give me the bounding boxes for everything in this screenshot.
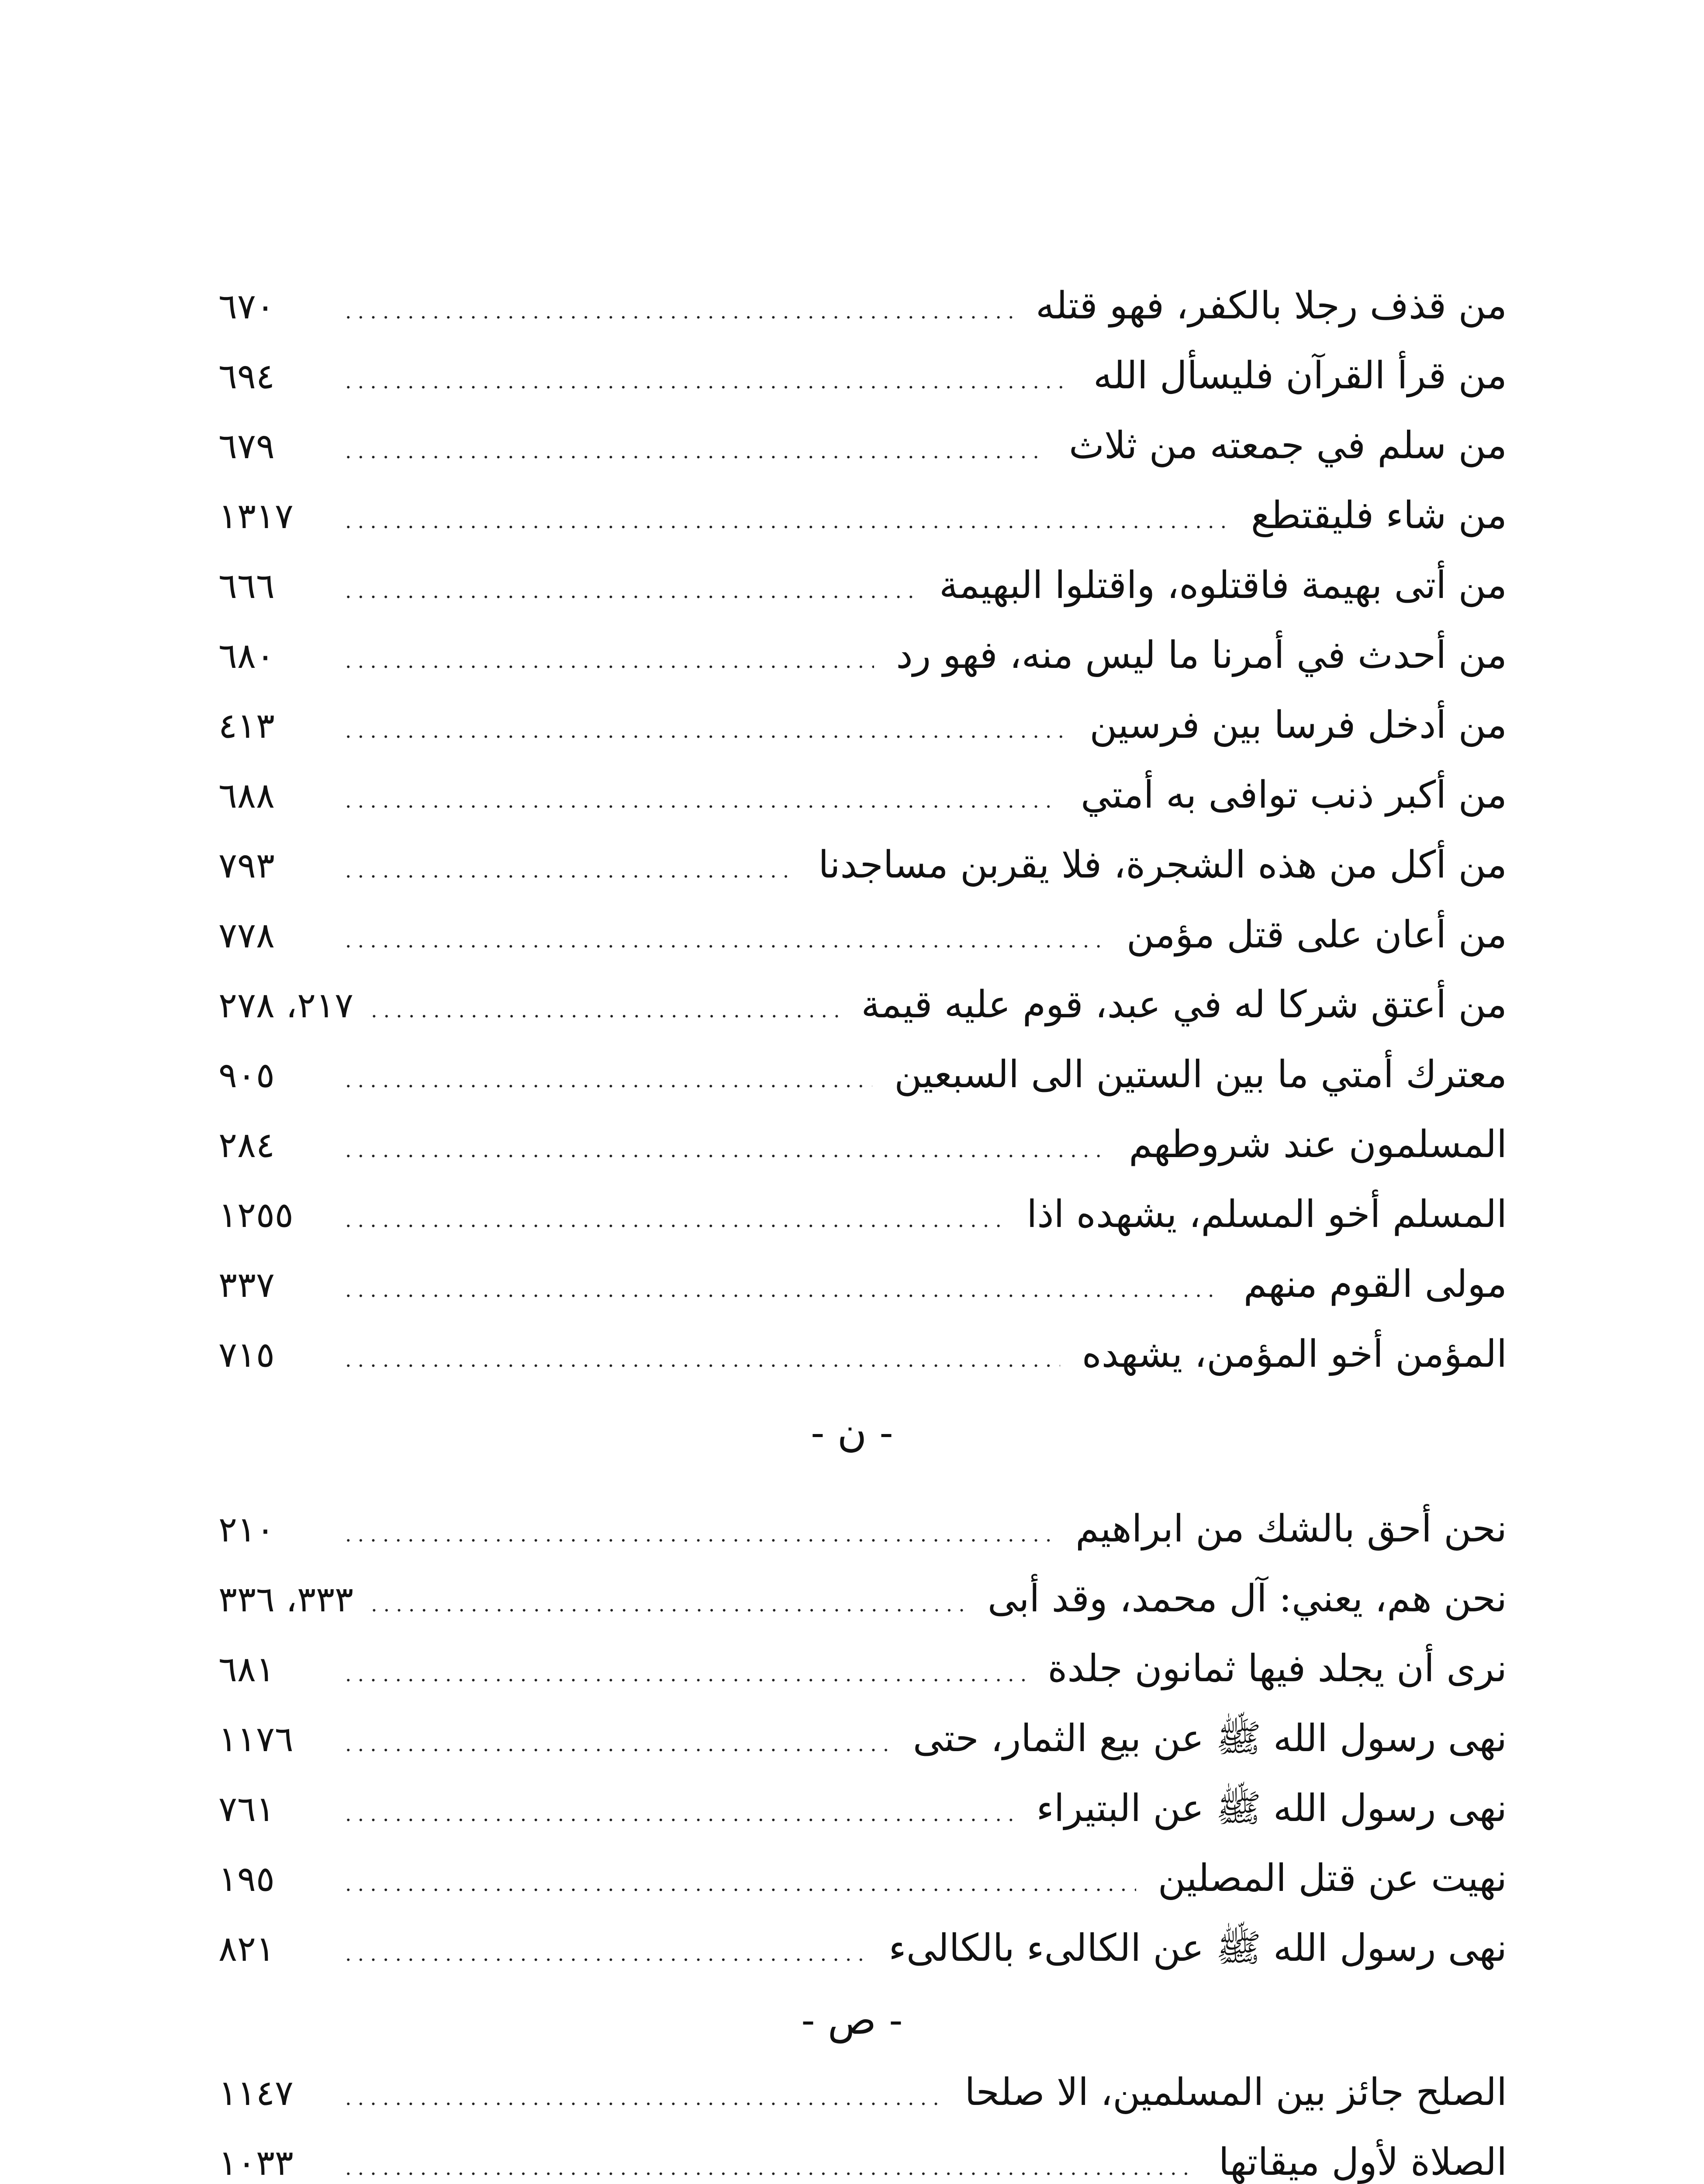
index-entry	[218, 1564, 1507, 1634]
leader-dots	[345, 1919, 867, 1989]
entry-page-number: ١١٤٧	[218, 2073, 294, 2113]
leader-dots	[345, 1325, 1060, 1395]
index-entry	[218, 2127, 1507, 2184]
entry-page-number: ١٩٥	[218, 1859, 275, 1899]
leader-dots	[345, 1045, 872, 1115]
leader-dots	[345, 1849, 1136, 1919]
entry-text: مولى القوم منهم	[1243, 1262, 1507, 1306]
entry-page-number: ٦٨١	[218, 1649, 275, 1690]
index-entry	[218, 1109, 1507, 1179]
entry-page-number: ٦٩٤	[218, 356, 275, 397]
leader-dots	[345, 346, 1071, 416]
entry-text: من أكبر ذنب توافى به أمتي	[1081, 773, 1507, 817]
index-entry	[218, 830, 1507, 900]
index-entry	[218, 1843, 1507, 1913]
entry-text: معترك أمتي ما بين الستين الى السبعين	[894, 1053, 1507, 1096]
entry-page-number: ٣٣٧	[218, 1265, 275, 1305]
index-entry	[218, 1704, 1507, 1773]
entry-text: من أعان على قتل مؤمن	[1126, 913, 1507, 957]
entry-text: من شاء فليقتطع	[1251, 494, 1507, 537]
entry-text: المؤمن أخو المؤمن، يشهده	[1082, 1332, 1507, 1376]
index-entry	[218, 1249, 1507, 1319]
entry-text: نهى رسول الله ﷺ عن البتيراء	[1036, 1787, 1507, 1830]
entry-text: من سلم في جمعته من ثلاث	[1069, 424, 1507, 467]
entry-page-number: ٨٢١	[218, 1928, 275, 1969]
leader-dots	[345, 905, 1105, 975]
index-entry	[218, 760, 1507, 830]
entry-text: من قرأ القرآن فليسأل الله	[1093, 354, 1507, 397]
entry-text: نحن أحق بالشك من ابراهيم	[1075, 1507, 1507, 1551]
index-entry	[218, 1179, 1507, 1249]
leader-dots	[345, 276, 1014, 346]
entry-page-number: ١٣١٧	[218, 496, 294, 536]
entry-text: من أكل من هذه الشجرة، فلا يقربن مساجدنا	[818, 843, 1507, 887]
entry-text: نهى رسول الله ﷺ عن الكالىء بالكالىء	[888, 1926, 1507, 1970]
leader-dots	[345, 416, 1047, 486]
entry-page-number: ٦٧٩	[218, 426, 275, 467]
leader-dots	[345, 626, 874, 696]
leader-dots	[345, 1709, 891, 1779]
entry-text: نحن هم، يعني: آل محمد، وقد أبى	[987, 1577, 1507, 1621]
entry-page-number: ٢٨٤	[218, 1125, 275, 1165]
entry-page-number: ٣٣٣، ٣٣٦	[218, 1579, 354, 1620]
entry-text: نرى أن يجلد فيها ثمانون جلدة	[1047, 1647, 1507, 1690]
entry-text: من قذف رجلا بالكفر، فهو قتله	[1036, 284, 1507, 328]
leader-dots	[371, 975, 839, 1045]
leader-dots	[345, 836, 796, 905]
index-entry	[218, 550, 1507, 620]
entry-text: نهى رسول الله ﷺ عن بيع الثمار، حتى	[912, 1717, 1507, 1760]
entry-text: من أتى بهيمة فاقتلوه، واقتلوا البهيمة	[939, 563, 1507, 607]
entries-nun	[218, 1494, 1507, 1983]
entry-text: المسلم أخو المسلم، يشهده اذا	[1027, 1192, 1507, 1236]
leader-dots	[345, 1500, 1054, 1569]
index-entry	[218, 1773, 1507, 1843]
leader-dots	[345, 1185, 1005, 1255]
entry-page-number: ٦٨٨	[218, 775, 275, 816]
entry-text: نهيت عن قتل المصلين	[1158, 1856, 1507, 1900]
index-entry	[218, 341, 1507, 411]
entry-page-number: ١١٧٦	[218, 1719, 294, 1759]
entry-page-number: ٦٦٦	[218, 566, 275, 606]
index-entry	[218, 900, 1507, 970]
leader-dots	[345, 1255, 1222, 1325]
entry-text: الصلاة لأول ميقاتها	[1218, 2140, 1507, 2184]
entry-page-number: ١٢٥٥	[218, 1195, 294, 1235]
index-entry	[218, 1634, 1507, 1704]
entry-text: من أحدث في أمرنا ما ليس منه، فهو رد	[896, 633, 1507, 677]
entry-page-number: ٤١٣	[218, 705, 275, 746]
entry-page-number: ٩٠٥	[218, 1055, 275, 1095]
entries-mim	[218, 271, 1507, 1389]
entry-text: من أعتق شركا له في عبد، قوم عليه قيمة	[861, 983, 1507, 1026]
index-entry	[218, 690, 1507, 760]
index-entry	[218, 1040, 1507, 1109]
leader-dots	[345, 766, 1059, 836]
index-entry	[218, 620, 1507, 690]
leader-dots	[371, 1569, 966, 1639]
index-entry	[218, 970, 1507, 1040]
entry-page-number: ٧٩٣	[218, 845, 275, 886]
entry-text: المسلمون عند شروطهم	[1129, 1123, 1507, 1166]
section-heading-nun: - ن -	[811, 1409, 893, 1456]
index-entry	[218, 1913, 1507, 1983]
leader-dots	[345, 486, 1229, 556]
leader-dots	[345, 1779, 1014, 1849]
leader-dots	[345, 696, 1068, 766]
entry-page-number: ٢١٠	[218, 1509, 275, 1550]
leader-dots	[345, 556, 917, 626]
entry-page-number: ٦٧٠	[218, 286, 275, 327]
entry-page-number: ١٠٣٣	[218, 2143, 294, 2183]
index-entry	[218, 411, 1507, 480]
index-entry	[218, 2057, 1507, 2127]
entry-text: الصلح جائز بين المسلمين، الا صلحا	[964, 2070, 1507, 2114]
leader-dots	[345, 1115, 1107, 1185]
index-entry	[218, 1319, 1507, 1389]
index-entry	[218, 480, 1507, 550]
entry-page-number: ٧٧٨	[218, 915, 275, 956]
section-heading-sad: - ص -	[801, 1997, 903, 2043]
entry-page-number: ٧٦١	[218, 1789, 275, 1829]
entries-sad	[218, 2057, 1507, 2184]
index-entry	[218, 271, 1507, 341]
entry-page-number: ٦٨٠	[218, 636, 275, 676]
entry-page-number: ٧١٥	[218, 1334, 275, 1375]
index-entry	[218, 1494, 1507, 1564]
leader-dots	[345, 2063, 943, 2133]
leader-dots	[345, 2133, 1197, 2184]
entry-page-number: ٢١٧، ٢٧٨	[218, 985, 354, 1026]
entry-text: من أدخل فرسا بين فرسين	[1089, 703, 1507, 747]
leader-dots	[345, 1639, 1026, 1709]
